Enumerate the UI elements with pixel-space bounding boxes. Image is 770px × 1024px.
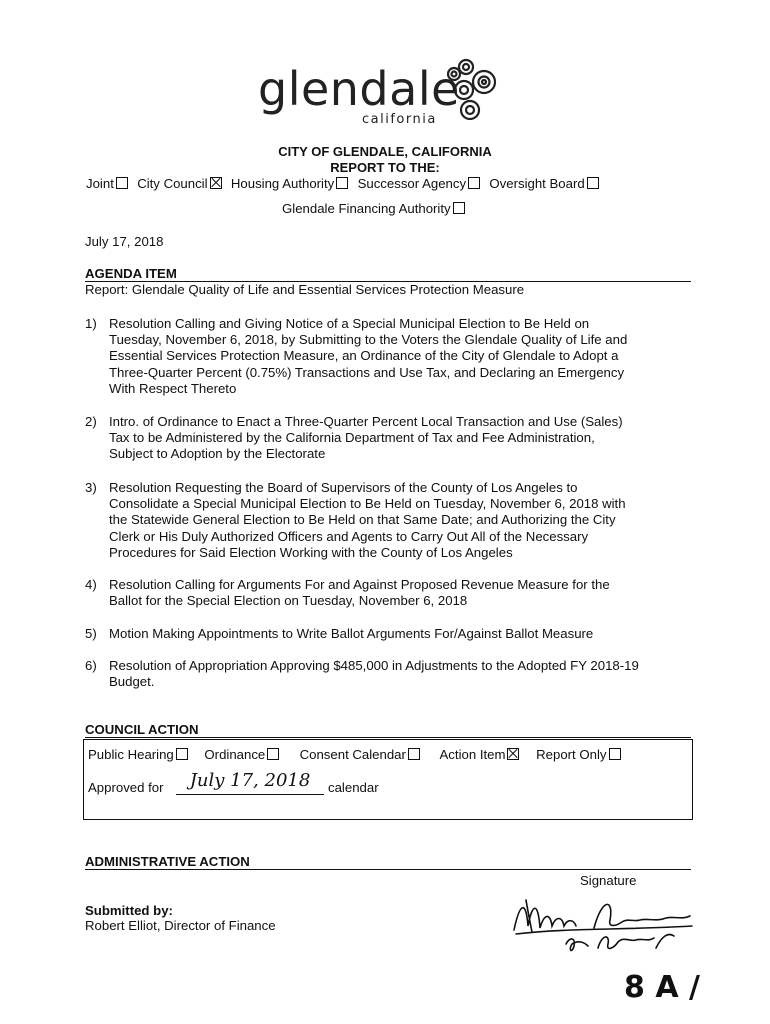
body-oversight-checkbox[interactable] (587, 177, 599, 189)
financing-label: Glendale Financing Authority (282, 201, 451, 216)
logo-wordmark: glendale (258, 62, 460, 116)
glendale-logo (258, 58, 498, 138)
agenda-item (85, 316, 675, 398)
agenda-item (85, 480, 675, 562)
agenda-item-line: Consolidate a Special Municipal Election to Be Held on Tuesday, November 6, 2018 with (109, 496, 626, 512)
option-report-only-checkbox[interactable] (609, 748, 621, 760)
agenda-item (85, 577, 675, 611)
signature-label: Signature (580, 873, 637, 888)
city-title: CITY OF GLENDALE, CALIFORNIA (278, 144, 492, 159)
agenda-item-line: Essential Services Protection Measure, an Ordinance of the City of Glendale to Adopt a (109, 348, 619, 364)
agenda-heading: AGENDA ITEM (85, 266, 177, 281)
council-rule (85, 737, 691, 738)
agenda-item (85, 626, 675, 644)
calendar-label: calendar (328, 780, 379, 795)
agenda-item-line: Ballot for the Special Election on Tuesday, November 6, 2018 (109, 593, 468, 609)
option-consent-label: Consent Calendar (299, 747, 406, 762)
submitter-name: Robert Elliot, Director of Finance (85, 918, 276, 933)
option-action-item-checkbox[interactable] (507, 748, 519, 760)
agenda-item-number: 4) (85, 577, 97, 592)
agenda-item-line: Clerk or His Duly Authorized Officers and Agents to Carry Out All of the Necessary (109, 528, 589, 544)
body-joint-label: Joint (86, 176, 114, 191)
agenda-item-number: 1) (85, 316, 97, 331)
council-heading: COUNCIL ACTION (85, 722, 199, 737)
agenda-item-line: Resolution Requesting the Board of Supervisors of the County of Los Angeles to (109, 480, 578, 495)
report-bodies-row (86, 176, 601, 191)
agenda-item-line: Tuesday, November 6, 2018, by Submitting to the Voters the Glendale Quality of Life and (109, 332, 628, 348)
body-joint-checkbox[interactable] (116, 177, 128, 189)
agenda-item-line: Resolution Calling and Giving Notice of a Special Municipal Election to Be Held on (109, 316, 590, 331)
admin-rule (85, 869, 691, 870)
approved-for-label: Approved for (88, 780, 164, 795)
report-to-title: REPORT TO THE: (330, 160, 440, 175)
agenda-item-line: Resolution of Appropriation Approving $485,000 in Adjustments to the Adopted FY 2018-19 (109, 658, 639, 673)
option-report-only-label: Report Only (536, 747, 607, 762)
handwritten-signature (506, 892, 696, 962)
agenda-item (85, 414, 675, 464)
swirl-icon (436, 58, 500, 120)
body-housing-checkbox[interactable] (336, 177, 348, 189)
body-oversight-label: Oversight Board (489, 176, 585, 191)
agenda-item-number: 5) (85, 626, 97, 641)
agenda-item-number: 6) (85, 658, 97, 673)
submitted-by-label: Submitted by: (85, 903, 173, 918)
council-options-row (88, 747, 623, 762)
body-successor-checkbox[interactable] (468, 177, 480, 189)
body-housing-label: Housing Authority (230, 176, 335, 191)
agenda-item-line: Motion Making Appointments to Write Ballot Arguments For/Against Ballot Measure (109, 626, 594, 641)
admin-heading: ADMINISTRATIVE ACTION (85, 854, 250, 869)
financing-row (282, 201, 467, 216)
agenda-item-line: Procedures for Said Election Working with the County of Los Angeles (109, 544, 513, 560)
body-successor-label: Successor Agency (357, 176, 467, 191)
agenda-item-line: Tax to be Administered by the California Department of Tax and Fee Administration, (109, 430, 595, 446)
option-action-item-label: Action Item (439, 747, 506, 762)
agenda-item-number: 2) (85, 414, 97, 429)
agenda-item-line: Subject to Adoption by the Electorate (109, 446, 326, 462)
agenda-report: Report: Glendale Quality of Life and Essential Services Protection Measure (85, 282, 525, 297)
agenda-item-line: Resolution Calling for Arguments For and Against Proposed Revenue Measure for the (109, 577, 610, 592)
financing-checkbox[interactable] (453, 202, 465, 214)
approved-date-handwritten: July 17, 2018 (176, 770, 324, 795)
agenda-item-line: the Statewide General Election to Be Held on that Same Date; and Authorizing the City (109, 512, 616, 528)
agenda-item-line: Budget. (109, 674, 155, 690)
agenda-stamp: 8 A / (624, 970, 700, 1005)
body-council-label: City Council (137, 176, 208, 191)
option-public-hearing-label: Public Hearing (88, 747, 174, 762)
agenda-item (85, 658, 675, 692)
option-ordinance-checkbox[interactable] (267, 748, 279, 760)
council-action-box (83, 739, 693, 820)
agenda-item-number: 3) (85, 480, 97, 495)
option-consent-checkbox[interactable] (408, 748, 420, 760)
signature-scribble-icon (506, 892, 696, 962)
body-council-checkbox[interactable] (210, 177, 222, 189)
agenda-item-line: Three-Quarter Percent (0.75%) Transactions and Use Tax, and Declaring an Emergency (109, 364, 625, 380)
option-ordinance-label: Ordinance (204, 747, 266, 762)
logo-subtitle: california (362, 112, 437, 127)
report-date: July 17, 2018 (85, 234, 164, 249)
option-public-hearing-checkbox[interactable] (176, 748, 188, 760)
agenda-item-line: With Respect Thereto (109, 380, 237, 396)
agenda-item-line: Intro. of Ordinance to Enact a Three-Quarter Percent Local Transaction and Use (Sales) (109, 414, 623, 429)
